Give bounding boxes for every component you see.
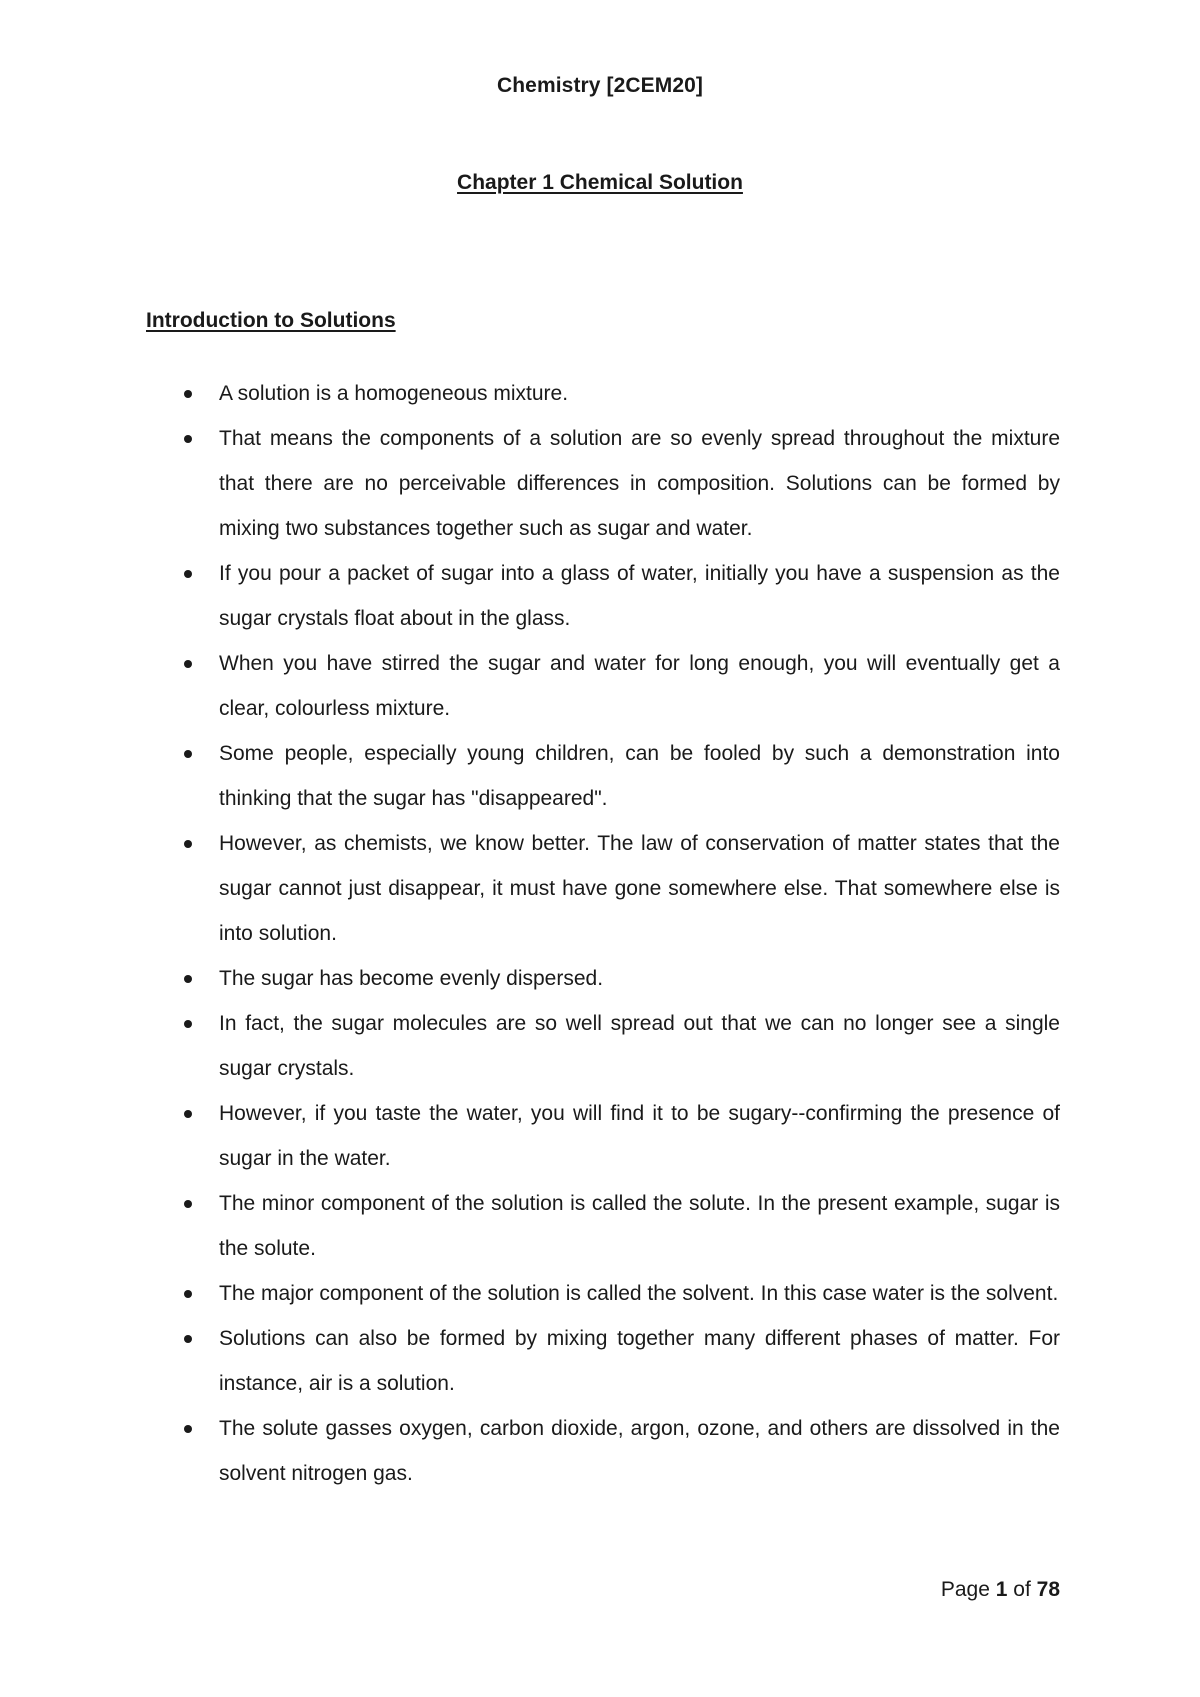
current-page-number: 1 — [995, 1578, 1008, 1601]
list-item — [146, 641, 1060, 731]
document-title: Chemistry [2CEM20] — [496, 74, 704, 97]
page-number-footer — [941, 1578, 1060, 1602]
bullet-list — [146, 371, 1060, 1496]
list-item — [146, 1091, 1060, 1181]
list-item-text: However, as chemists, we know better. The law of conservation of matter states that the sugar cannot just disappear, it must have gone somewhere else. That somewhere else is into solution. — [219, 832, 1060, 945]
list-item-text: The major component of the solution is called the solvent. In this case water is the solvent. — [219, 1282, 1059, 1305]
list-item-text: Some people, especially young children, can be fooled by such a demonstration into thinking that the sugar has "disappeared". — [219, 742, 1060, 810]
bullet-icon — [184, 660, 192, 668]
list-item-text: The minor component of the solution is called the solute. In the present example, sugar is the solute. — [219, 1192, 1060, 1260]
bullet-icon — [184, 1290, 192, 1298]
bullet-icon — [184, 390, 192, 398]
list-item — [146, 821, 1060, 956]
list-item-text: That means the components of a solution are so evenly spread throughout the mixture that there are no perceivable differences in composition. Solutions can be formed by mixing two substances together such as sugar and water. — [219, 427, 1060, 540]
bullet-icon — [184, 1425, 192, 1433]
bullet-icon — [184, 1335, 192, 1343]
bullet-icon — [184, 975, 192, 983]
list-item-text: Solutions can also be formed by mixing together many different phases of matter. For instance, air is a solution. — [219, 1327, 1060, 1395]
bullet-icon — [184, 840, 192, 848]
page-separator: of — [1013, 1578, 1031, 1601]
list-item-text: In fact, the sugar molecules are so well spread out that we can no longer see a single sugar crystals. — [219, 1012, 1060, 1080]
list-item-text: The sugar has become evenly dispersed. — [219, 967, 604, 990]
bullet-icon — [184, 1020, 192, 1028]
list-item — [146, 731, 1060, 821]
list-item-text: A solution is a homogeneous mixture. — [219, 382, 569, 405]
list-item — [146, 1181, 1060, 1271]
bullet-icon — [184, 435, 192, 443]
list-item — [146, 956, 1060, 1001]
list-item — [146, 1316, 1060, 1406]
chapter-title: Chapter 1 Chemical Solution — [457, 171, 743, 194]
total-page-count: 78 — [1036, 1578, 1060, 1601]
bullet-icon — [184, 570, 192, 578]
bullet-icon — [184, 1110, 192, 1118]
list-item-text: The solute gasses oxygen, carbon dioxide, argon, ozone, and others are dissolved in the solvent nitrogen gas. — [219, 1417, 1060, 1485]
list-item-text: However, if you taste the water, you will find it to be sugary--confirming the presence of sugar in the water. — [219, 1102, 1060, 1170]
list-item — [146, 416, 1060, 551]
bullet-icon — [184, 750, 192, 758]
page-prefix: Page — [940, 1578, 990, 1601]
list-item — [146, 1271, 1060, 1316]
list-item-text: When you have stirred the sugar and water for long enough, you will eventually get a clear, colourless mixture. — [219, 652, 1060, 720]
list-item — [146, 1001, 1060, 1091]
list-item — [146, 371, 1060, 416]
list-item-text: If you pour a packet of sugar into a glass of water, initially you have a suspension as the sugar crystals float about in the glass. — [219, 562, 1060, 630]
list-item — [146, 1406, 1060, 1496]
bullet-icon — [184, 1200, 192, 1208]
list-item — [146, 551, 1060, 641]
section-heading: Introduction to Solutions — [146, 309, 396, 332]
